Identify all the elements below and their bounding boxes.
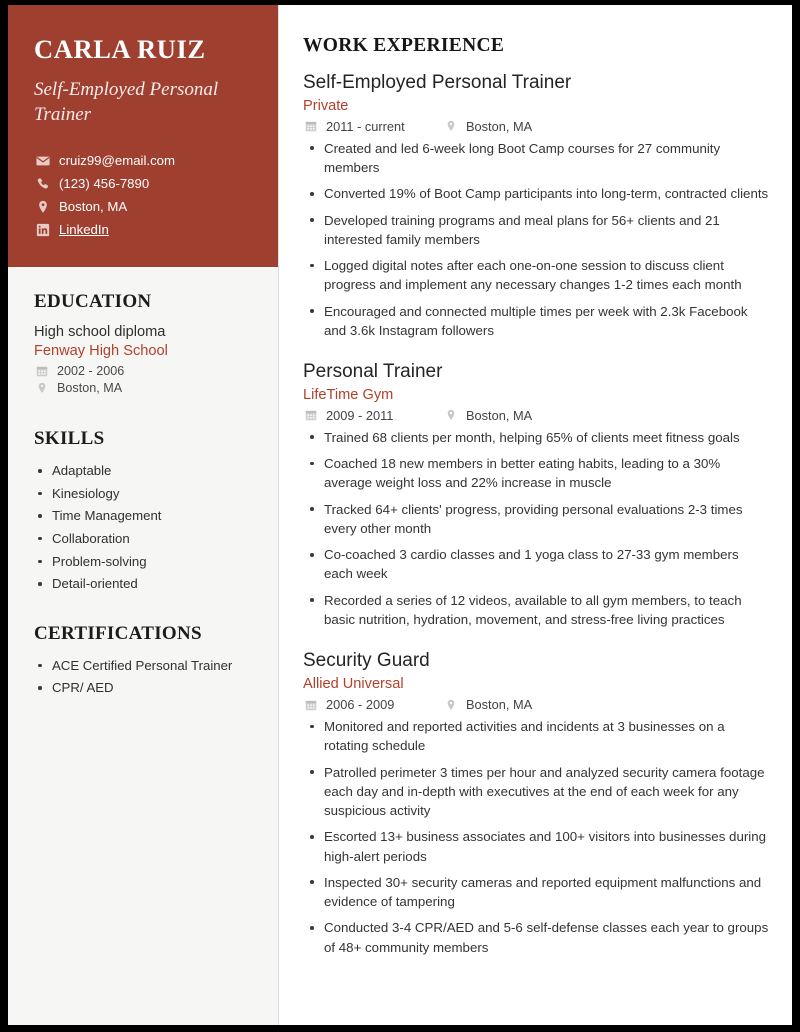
job-meta: [303, 119, 770, 134]
main-content: [279, 5, 792, 1025]
list-item: Time Management: [34, 506, 252, 526]
list-item: ACE Certified Personal Trainer: [34, 656, 252, 676]
certifications-section: [34, 623, 252, 699]
education-section: [34, 291, 252, 395]
job-dates-text: 2006 - 2009: [326, 697, 395, 713]
location-pin-icon: [34, 382, 50, 394]
education-school: Fenway High School: [34, 343, 168, 360]
list-item: Created and led 6-week long Boot Camp courses for 27 community members: [303, 139, 770, 178]
contact-list: [34, 153, 252, 237]
resume-page: [8, 5, 792, 1025]
list-item: Problem-solving: [34, 552, 252, 572]
certifications-list: [34, 656, 252, 699]
job-meta: [303, 697, 770, 712]
candidate-name: CARLA RUIZ: [34, 34, 206, 64]
list-item: Adaptable: [34, 461, 252, 481]
list-item: Co-coached 3 cardio classes and 1 yoga class to 27-33 gym members each week: [303, 545, 770, 584]
contact-email-text: cruiz99@email.com: [59, 153, 175, 169]
education-degree: High school diploma: [34, 324, 166, 341]
job-bullets: [303, 139, 770, 340]
skills-section: [34, 428, 252, 594]
job-entry: [303, 71, 770, 340]
list-item: Converted 19% of Boot Camp participants into long-term, contracted clients: [303, 184, 770, 203]
education-dates: [34, 364, 252, 378]
contact-phone-text: (123) 456-7890: [59, 176, 150, 192]
job-company: LifeTime Gym: [303, 386, 394, 403]
education-heading: EDUCATION: [34, 291, 152, 313]
calendar-icon: [303, 120, 319, 132]
job-title: Personal Trainer: [303, 361, 443, 383]
list-item: CPR/ AED: [34, 678, 252, 698]
contact-location-text: Boston, MA: [59, 199, 128, 215]
job-entry: [303, 360, 770, 629]
spacer: [34, 398, 252, 428]
location-pin-icon: [443, 409, 459, 421]
job-dates: [303, 697, 443, 712]
job-dates: [303, 119, 443, 134]
education-location-text: Boston, MA: [57, 381, 123, 396]
job-title: Security Guard: [303, 650, 430, 672]
list-item: Collaboration: [34, 529, 252, 549]
job-location: [443, 697, 532, 712]
job-company: Private: [303, 97, 349, 114]
job-entry: [303, 649, 770, 957]
job-meta: [303, 408, 770, 423]
job-title: Self-Employed Personal Trainer: [303, 72, 572, 93]
job-location: [443, 408, 532, 423]
list-item: Kinesiology: [34, 484, 252, 504]
list-item: Recorded a series of 12 videos, available to all gym members, to teach basic nutrition, hydration, movement, and stress-free living practices: [303, 591, 770, 630]
calendar-icon: [303, 699, 319, 711]
job-bullets: [303, 428, 770, 629]
calendar-icon: [303, 409, 319, 421]
skills-heading: SKILLS: [34, 428, 105, 450]
list-item: Developed training programs and meal plans for 56+ clients and 21 interested family members: [303, 211, 770, 250]
job-dates: [303, 408, 443, 423]
job-location-text: Boston, MA: [466, 697, 533, 713]
location-pin-icon: [443, 699, 459, 711]
contact-phone[interactable]: [34, 176, 252, 191]
list-item: Tracked 64+ clients' progress, providing personal evaluations 2-3 times every other month: [303, 500, 770, 539]
list-item: Escorted 13+ business associates and 100+ visitors into businesses during high-alert periods: [303, 827, 770, 866]
contact-location: [34, 199, 252, 214]
job-bullets: [303, 717, 770, 957]
candidate-header: [8, 5, 278, 267]
list-item: Coached 18 new members in better eating habits, leading to a 30% average weight loss and 22% increase in muscle: [303, 454, 770, 493]
list-item: Encouraged and connected multiple times per week with 2.3k Facebook and 3.6k Instagram followers: [303, 302, 770, 341]
location-pin-icon: [443, 120, 459, 132]
certifications-heading: CERTIFICATIONS: [34, 622, 202, 644]
work-experience-heading: WORK EXPERIENCE: [303, 35, 505, 56]
contact-email[interactable]: [34, 153, 252, 168]
list-item: Monitored and reported activities and incidents at 3 businesses on a rotating schedule: [303, 717, 770, 756]
education-location: [34, 381, 252, 395]
sidebar: [8, 5, 279, 1025]
location-pin-icon: [34, 200, 51, 214]
list-item: Conducted 3-4 CPR/AED and 5-6 self-defense classes each year to groups of 48+ community members: [303, 918, 770, 957]
list-item: Detail-oriented: [34, 574, 252, 594]
job-location-text: Boston, MA: [466, 407, 533, 423]
job-company: Allied Universal: [303, 676, 404, 693]
job-location-text: Boston, MA: [466, 118, 533, 134]
contact-linkedin-text: LinkedIn: [59, 222, 109, 238]
calendar-icon: [34, 365, 50, 377]
job-location: [443, 119, 532, 134]
phone-icon: [34, 177, 51, 191]
contact-linkedin[interactable]: [34, 222, 252, 237]
list-item: Trained 68 clients per month, helping 65% of clients meet fitness goals: [303, 428, 770, 447]
envelope-icon: [34, 154, 51, 168]
list-item: Logged digital notes after each one-on-one session to discuss client progress and implement any necessary changes 1-2 times each month: [303, 256, 770, 295]
candidate-job-title: Self-Employed Personal Trainer: [34, 79, 219, 126]
education-dates-text: 2002 - 2006: [57, 364, 125, 379]
sidebar-body: [8, 267, 278, 711]
linkedin-icon: [34, 223, 51, 237]
list-item: Inspected 30+ security cameras and reported equipment malfunctions and evidence of tampering: [303, 873, 770, 912]
list-item: Patrolled perimeter 3 times per hour and analyzed security camera footage each day and in-depth with executives at the end of each week for any suspicious activity: [303, 763, 770, 821]
job-dates-text: 2011 - current: [326, 118, 405, 134]
skills-list: [34, 461, 252, 594]
spacer: [34, 597, 252, 623]
job-dates-text: 2009 - 2011: [326, 407, 394, 423]
